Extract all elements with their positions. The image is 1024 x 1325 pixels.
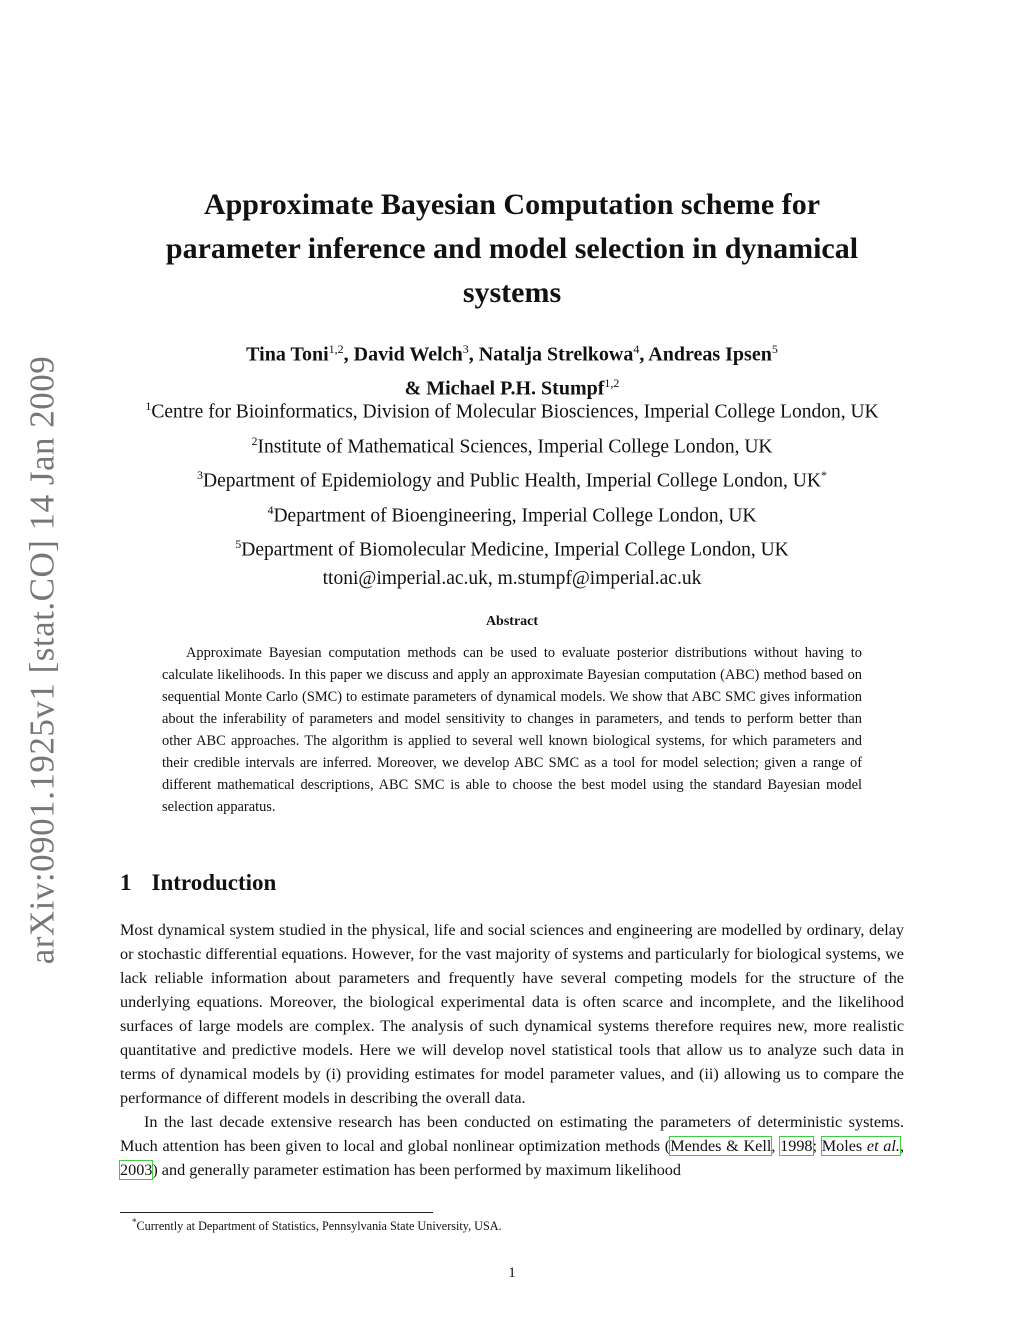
citation-link[interactable]: Mendes & Kell xyxy=(670,1137,772,1155)
affiliations xyxy=(110,392,914,593)
paragraph: In the last decade extensive research has been conducted on estimating the parameters of deterministic systems. Much attention has been given to local and global nonlinear optimization methods (Mendes & Kell, 1998; Moles et al., 2003) and generally parameter estimation has been performed by maximum likelihood xyxy=(120,1113,904,1179)
author-name: Natalja Strelkowa xyxy=(478,343,634,366)
paper-title xyxy=(110,183,914,315)
citation-link[interactable]: 2003 xyxy=(120,1161,153,1179)
affiliation-line: $^1$Centre for Bioinformatics, Division of Molecular Biosciences, Imperial College London, UK xyxy=(145,399,879,423)
author-name: & Michael P.H. Stumpf xyxy=(404,377,605,400)
affiliation-line: $^3$Department of Epidemiology and Public Health, Imperial College London, UK* xyxy=(197,468,827,492)
footnote-marker: * xyxy=(820,468,827,482)
title-line: systems xyxy=(462,276,562,309)
author-name: David Welch xyxy=(353,343,463,366)
paragraph: Most dynamical system studied in the physical, life and social sciences and engineering are modelled by ordinary, delay or stochastic differential equations. However, for the vast majority of systems and particularly for biological systems, we lack reliable information about parameters and frequently have several competing models for the structure of the underlying equations. Moreover, the biological experimental data is often scarce and incomplete, and the likelihood surfaces of large models are complex. The analysis of such dynamical systems therefore requires new, more realistic quantitative and predictive models. Here we will develop novel statistical tools that allow us to analyze such data in terms of dynamical models by (i) providing estimates for model parameter values, and (ii) allowing us to compare the performance of different models in describing the overall data. xyxy=(120,921,904,1107)
author-affil-sup: 1,2 xyxy=(604,375,620,390)
abstract-heading: Abstract xyxy=(485,614,539,629)
abstract-text: Approximate Bayesian computation methods can be used to evaluate posterior distributions without having to calculate likelihoods. In this paper we discuss and apply an approximate Bayesian computation (ABC) method based on sequential Monte Carlo (SMC) to estimate parameters of dynamical models. We show that ABC SMC gives information about the inferability of parameters and model sensitivity to changes in parameters, and tends to perform better than other ABC approaches. The algorithm is applied to several well known biological systems, for which parameters and their credible intervals are inferred. Moreover, we develop ABC SMC as a tool for model selection; given a range of different mathematical descriptions, ABC SMC is able to choose the best model using the standard Bayesian model selection apparatus. xyxy=(162,645,862,815)
author-affil-sup: 3 xyxy=(462,342,469,356)
arxiv-id: arXiv:0901.1925v1 [stat.CO] 14 Jan 2009 xyxy=(22,355,62,965)
author-emails: ttoni@imperial.ac.uk, m.stumpf@imperial.ac.uk xyxy=(322,567,702,589)
body-text xyxy=(120,918,904,1182)
affiliation-line: $^2$Institute of Mathematical Sciences, Imperial College London, UK xyxy=(251,433,773,457)
section-heading xyxy=(120,870,276,896)
author-name: Andreas Ipsen xyxy=(648,343,772,366)
footnote-marker: * xyxy=(132,1217,137,1227)
title-line: Approximate Bayesian Computation scheme for xyxy=(203,188,821,221)
author-affil-sup: 5 xyxy=(771,342,778,356)
title-line: parameter inference and model selection in dynamical xyxy=(165,232,859,265)
author-affil-sup: 1,2 xyxy=(328,342,344,356)
citation-link[interactable]: 1998 xyxy=(780,1137,813,1155)
arxiv-sidebar-stamp xyxy=(20,355,64,965)
page-number: 1 xyxy=(508,1265,516,1281)
affiliation-line: $^4$Department of Bioengineering, Imperial College London, UK xyxy=(267,502,757,526)
author-affil-sup: 4 xyxy=(633,342,640,356)
footnote-rule xyxy=(120,1212,433,1213)
footnote: *Currently at Department of Statistics, Pennsylvania State University, USA. xyxy=(132,1217,502,1234)
affiliation-line: $^5$Department of Biomolecular Medicine, Imperial College London, UK xyxy=(235,537,789,561)
author-name: Tina Toni xyxy=(246,343,329,366)
section-number: 1 xyxy=(120,870,132,895)
citation-link[interactable]: Moles et al. xyxy=(821,1137,900,1155)
author-list: Tina Toni$^{1,2}$, David Welch$^3$, Natalja Strelkowa$^4$, Andreas Ipsen$^5$ & Michael P.H. Stumpf$^{1,2}$ xyxy=(246,342,778,400)
section-title: Introduction xyxy=(151,870,277,895)
